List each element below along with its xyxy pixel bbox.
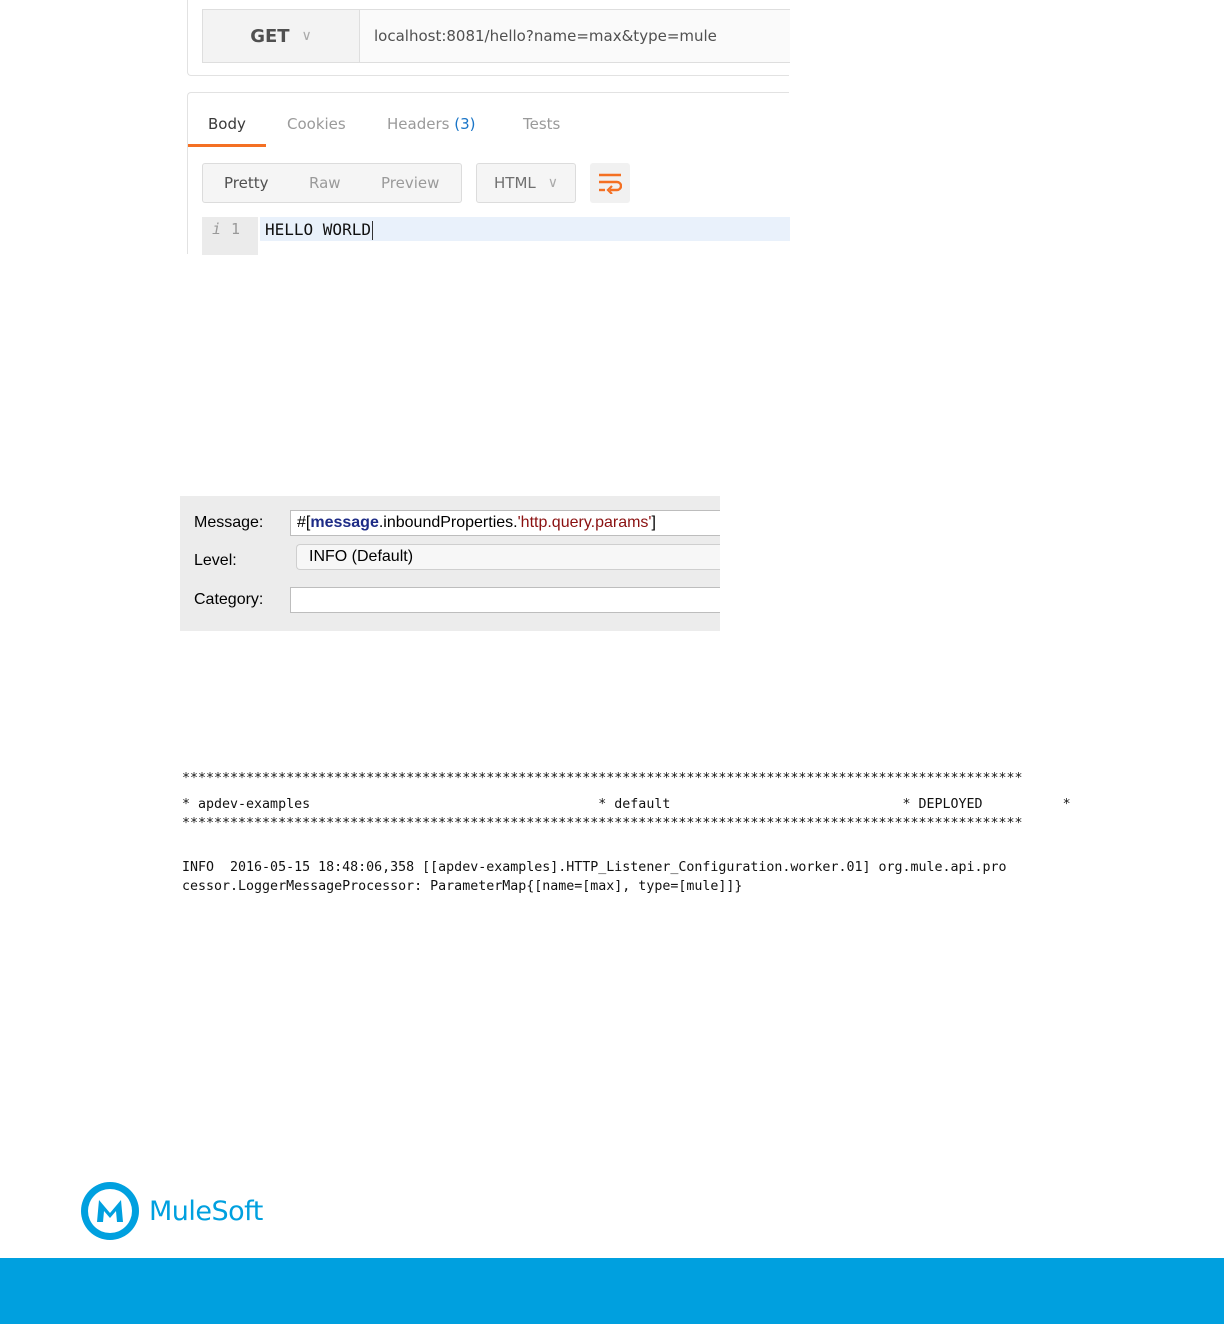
console-log-line-2: cessor.LoggerMessageProcessor: ParameterMap{[name=[max], type=[mule]]} bbox=[182, 879, 743, 894]
tab-tests[interactable]: Tests bbox=[523, 115, 561, 133]
tab-headers-label: Headers bbox=[387, 115, 450, 133]
url-input[interactable]: localhost:8081/hello?name=max&type=mule bbox=[374, 27, 717, 45]
logger-properties-panel bbox=[180, 496, 720, 631]
text-cursor bbox=[372, 221, 373, 240]
headers-count-badge: (3) bbox=[454, 115, 476, 133]
message-suffix: ] bbox=[651, 514, 656, 531]
response-body-line bbox=[265, 220, 373, 240]
wrap-lines-icon bbox=[598, 172, 622, 194]
response-panel bbox=[187, 92, 789, 254]
method-select[interactable] bbox=[203, 10, 360, 62]
response-body-text: HELLO WORLD bbox=[265, 220, 371, 239]
view-preview-button[interactable]: Preview bbox=[381, 174, 440, 192]
line-number: 1 bbox=[231, 220, 241, 238]
console-border-top: ********************************************************************************************************* bbox=[182, 771, 1023, 786]
message-string: 'http.query.params' bbox=[517, 514, 652, 531]
tab-cookies[interactable]: Cookies bbox=[287, 115, 346, 133]
tab-body[interactable]: Body bbox=[208, 115, 246, 133]
wrap-lines-button[interactable] bbox=[590, 163, 630, 203]
view-pretty-button[interactable]: Pretty bbox=[224, 174, 269, 192]
category-label: Category: bbox=[194, 591, 264, 608]
chevron-down-icon: ∨ bbox=[547, 175, 558, 191]
message-field[interactable] bbox=[290, 510, 720, 536]
format-select[interactable] bbox=[476, 163, 576, 203]
format-label: HTML bbox=[494, 174, 536, 192]
tab-headers[interactable] bbox=[387, 115, 475, 133]
console-log-line-1: INFO 2016-05-15 18:48:06,358 [[apdev-examples].HTTP_Listener_Configuration.worker.01] org.mule.api.pro bbox=[182, 860, 1007, 875]
chevron-down-icon: ∨ bbox=[301, 28, 312, 44]
line-info-marker: i bbox=[212, 220, 222, 238]
line-gutter bbox=[202, 217, 258, 255]
category-field[interactable] bbox=[290, 587, 720, 613]
view-raw-button[interactable]: Raw bbox=[309, 174, 341, 192]
message-label: Message: bbox=[194, 514, 264, 531]
mulesoft-logo-icon bbox=[79, 1180, 141, 1242]
method-label: GET bbox=[250, 25, 290, 47]
message-prefix: #[ bbox=[297, 514, 311, 531]
message-mid: .inboundProperties. bbox=[378, 514, 518, 531]
response-editor[interactable] bbox=[202, 217, 790, 255]
view-mode-segmented bbox=[202, 163, 462, 203]
request-bar bbox=[202, 9, 790, 63]
active-tab-indicator bbox=[188, 144, 266, 147]
console-output bbox=[182, 770, 1192, 894]
brand-footer-bar bbox=[0, 1258, 1224, 1324]
console-app-line: * apdev-examples * default * DEPLOYED * bbox=[182, 797, 1071, 812]
console-border-bottom: ********************************************************************************************************* bbox=[182, 816, 1023, 831]
response-tabs bbox=[188, 93, 789, 149]
level-select[interactable]: INFO (Default) bbox=[296, 544, 720, 570]
request-panel bbox=[187, 0, 789, 76]
level-label: Level: bbox=[194, 552, 237, 569]
mulesoft-logo bbox=[79, 1180, 263, 1242]
message-keyword: message bbox=[310, 514, 379, 531]
mulesoft-logo-text: MuleSoft bbox=[149, 1195, 263, 1227]
